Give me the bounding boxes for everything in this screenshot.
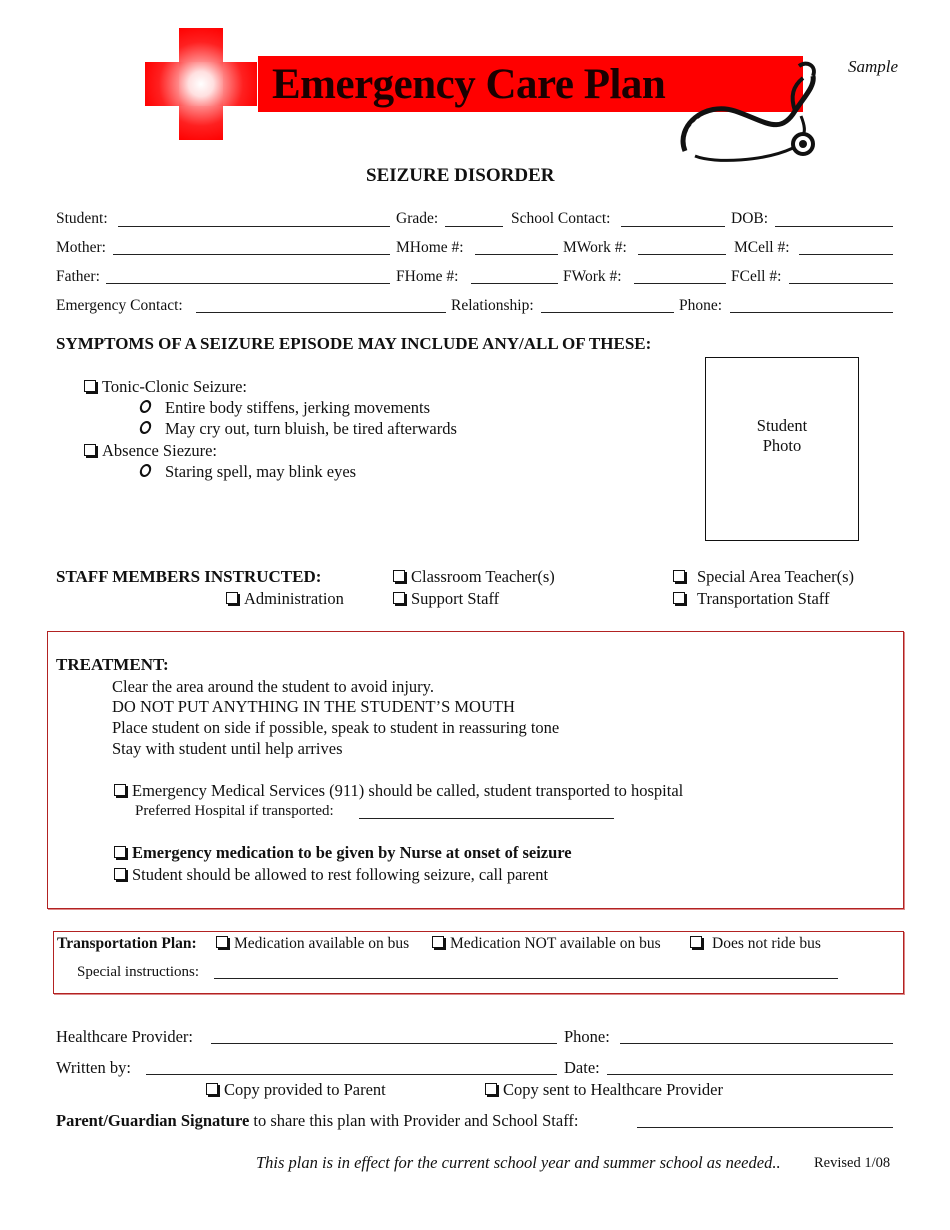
checkbox[interactable]	[84, 444, 96, 456]
photo-label-line1: Student	[756, 416, 808, 435]
ems-option[interactable]: Emergency Medical Services (911) should be called, student transported to hospital	[114, 781, 683, 801]
symptom-absence[interactable]	[84, 441, 217, 461]
copy-to-parent-option[interactable]: Copy provided to Parent	[206, 1080, 386, 1100]
phone-field[interactable]	[730, 312, 893, 313]
checkbox[interactable]	[226, 592, 238, 604]
symptom-detail: Entire body stiffens, jerking movements	[140, 398, 430, 418]
staff-option-special-area-teacher[interactable]: Special Area Teacher(s)	[673, 567, 854, 587]
phone-label: Phone:	[679, 297, 723, 314]
grade-field[interactable]	[445, 226, 503, 227]
fhome-label: FHome #:	[396, 268, 459, 285]
form-subtitle: SEIZURE DISORDER	[366, 165, 555, 186]
mcell-label: MCell #:	[734, 239, 790, 256]
symptoms-heading: SYMPTOMS OF A SEIZURE EPISODE MAY INCLUDE ANY/ALL OF THESE:	[56, 334, 652, 353]
photo-label-line2: Photo	[762, 436, 802, 455]
page-title: Emergency Care Plan	[272, 61, 666, 108]
father-label: Father:	[56, 268, 100, 285]
stethoscope-icon	[675, 56, 835, 166]
mhome-label: MHome #:	[396, 239, 464, 256]
bullet-icon	[139, 400, 153, 413]
mwork-field[interactable]	[638, 254, 726, 255]
school-contact-field[interactable]	[621, 226, 725, 227]
emergency-contact-label: Emergency Contact:	[56, 297, 183, 314]
dob-label: DOB:	[731, 210, 769, 227]
treatment-line: Stay with student until help arrives	[112, 739, 343, 758]
fwork-label: FWork #:	[563, 268, 622, 285]
rest-option[interactable]: Student should be allowed to rest following seizure, call parent	[114, 865, 548, 885]
checkbox[interactable]	[432, 936, 444, 948]
symptom-detail: Staring spell, may blink eyes	[140, 462, 356, 482]
emergency-contact-field[interactable]	[196, 312, 446, 313]
treatment-line: Clear the area around the student to avoid injury.	[112, 677, 434, 696]
checkbox[interactable]	[114, 846, 126, 858]
special-instructions-label: Special instructions:	[77, 964, 200, 980]
father-field[interactable]	[106, 283, 390, 284]
mother-field[interactable]	[113, 254, 390, 255]
checkbox[interactable]	[84, 380, 96, 392]
relationship-field[interactable]	[541, 312, 674, 313]
symptom-tonic-clonic[interactable]	[84, 377, 247, 397]
staff-heading: STAFF MEMBERS INSTRUCTED:	[56, 567, 322, 586]
dob-field[interactable]	[775, 226, 893, 227]
relationship-label: Relationship:	[451, 297, 534, 314]
transportation-label: Transportation Plan:	[57, 935, 197, 952]
checkbox[interactable]	[206, 1083, 218, 1095]
student-label: Student:	[56, 210, 108, 227]
date-label: Date:	[564, 1058, 600, 1077]
healthcare-provider-label: Healthcare Provider:	[56, 1027, 193, 1046]
treatment-heading: TREATMENT:	[56, 655, 169, 674]
mother-label: Mother:	[56, 239, 106, 256]
staff-option-administration[interactable]: Administration	[226, 589, 344, 609]
signature-field[interactable]	[637, 1127, 893, 1128]
treatment-line: DO NOT PUT ANYTHING IN THE STUDENT’S MOUTH	[112, 697, 515, 716]
treatment-line: Place student on side if possible, speak to student in reassuring tone	[112, 718, 560, 737]
grade-label: Grade:	[396, 210, 439, 227]
healthcare-provider-field[interactable]	[211, 1043, 557, 1044]
checkbox[interactable]	[114, 784, 126, 796]
signature-statement: Parent/Guardian Signature to share this plan with Provider and School Staff:	[56, 1111, 579, 1130]
copy-to-provider-option[interactable]: Copy sent to Healthcare Provider	[485, 1080, 723, 1100]
written-by-label: Written by:	[56, 1058, 131, 1077]
student-photo-box[interactable]	[705, 357, 859, 541]
fwork-field[interactable]	[634, 283, 726, 284]
checkbox[interactable]	[485, 1083, 497, 1095]
checkbox[interactable]	[114, 868, 126, 880]
provider-phone-field[interactable]	[620, 1043, 893, 1044]
checkbox[interactable]	[673, 570, 685, 582]
red-cross-logo	[145, 28, 257, 140]
checkbox[interactable]	[690, 936, 702, 948]
effective-note: This plan is in effect for the current school year and summer school as needed..	[256, 1153, 781, 1172]
transport-option-no-bus[interactable]: Does not ride bus	[690, 935, 821, 953]
fcell-field[interactable]	[789, 283, 893, 284]
staff-option-classroom-teacher[interactable]: Classroom Teacher(s)	[393, 567, 555, 587]
checkbox[interactable]	[673, 592, 685, 604]
sample-label: Sample	[848, 57, 899, 76]
bullet-icon	[139, 421, 153, 434]
transport-option-medication-not-on-bus[interactable]: Medication NOT available on bus	[432, 935, 661, 953]
checkbox[interactable]	[393, 570, 405, 582]
mhome-field[interactable]	[475, 254, 558, 255]
staff-option-transportation-staff[interactable]: Transportation Staff	[673, 589, 829, 609]
symptom-label: Tonic-Clonic Seizure:	[102, 377, 248, 396]
special-instructions-field[interactable]	[214, 978, 838, 979]
school-contact-label: School Contact:	[511, 210, 611, 227]
provider-phone-label: Phone:	[564, 1027, 610, 1046]
symptom-detail: May cry out, turn bluish, be tired afterwards	[140, 419, 457, 439]
preferred-hospital-label: Preferred Hospital if transported:	[135, 803, 334, 819]
transport-option-medication-on-bus[interactable]: Medication available on bus	[216, 935, 409, 953]
mcell-field[interactable]	[799, 254, 893, 255]
mwork-label: MWork #:	[563, 239, 627, 256]
staff-option-support-staff[interactable]: Support Staff	[393, 589, 499, 609]
date-field[interactable]	[607, 1074, 893, 1075]
revision-label: Revised 1/08	[814, 1155, 891, 1171]
fcell-label: FCell #:	[731, 268, 782, 285]
medication-option[interactable]: Emergency medication to be given by Nurse at onset of seizure	[114, 843, 572, 863]
preferred-hospital-field[interactable]	[359, 818, 614, 819]
fhome-field[interactable]	[471, 283, 558, 284]
student-field[interactable]	[118, 226, 390, 227]
bullet-icon	[139, 464, 153, 477]
checkbox[interactable]	[216, 936, 228, 948]
written-by-field[interactable]	[146, 1074, 557, 1075]
symptom-label: Absence Siezure:	[102, 441, 217, 460]
checkbox[interactable]	[393, 592, 405, 604]
